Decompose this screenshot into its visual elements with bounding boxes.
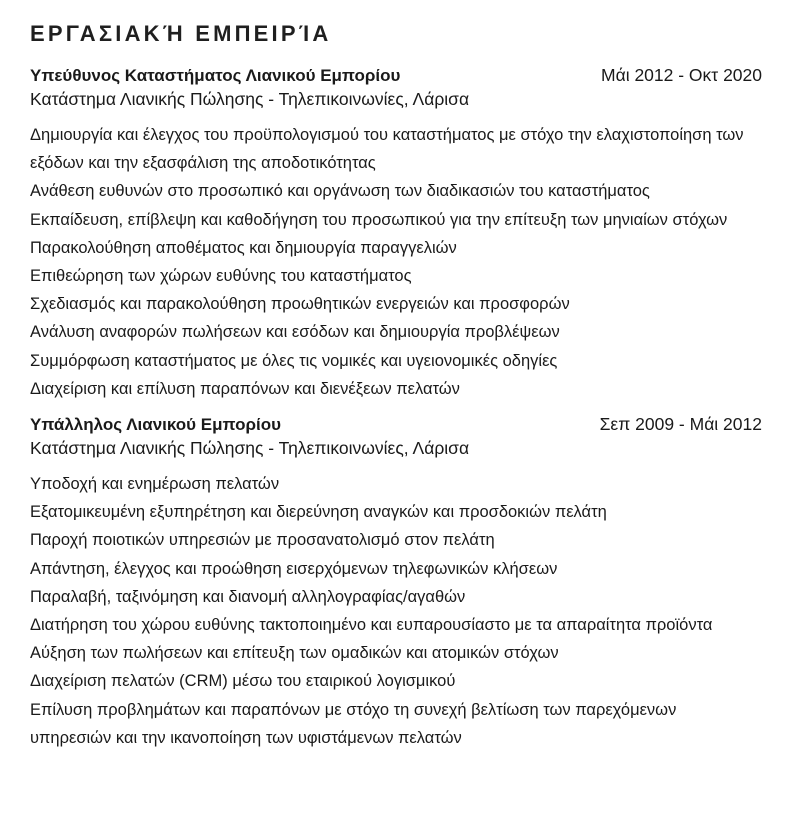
job-title: Υπεύθυνος Καταστήματος Λιανικού Εμπορίου: [30, 66, 401, 85]
duty-item: Ανάλυση αναφορών πωλήσεων και εσόδων και δημιουργία προβλέψεων: [30, 323, 560, 342]
duty-item: Εκπαίδευση, επίβλεψη και καθοδήγηση του προσωπικού για την επίτευξη των μηνιαίων στόχων: [30, 210, 728, 229]
duty-item: Απάντηση, έλεγχος και προώθηση εισερχόμενων τηλεφωνικών κλήσεων: [30, 559, 558, 578]
duty-item: Επιθεώρηση των χώρων ευθύνης του καταστήματος: [30, 267, 412, 286]
duty-item: Διαχείριση πελατών (CRM) μέσω του εταιρικού λογισμικού: [30, 672, 456, 691]
duty-item: Υποδοχή και ενημέρωση πελατών: [30, 475, 280, 494]
duty-item: Παροχή ποιοτικών υπηρεσιών με προσανατολισμό στον πελάτη: [30, 531, 495, 550]
job-header: [30, 413, 764, 436]
job-entry-retail-clerk: [30, 413, 764, 752]
job-company: Κατάστημα Λιανικής Πώλησης - Τηλεπικοινωνίες, Λάρισα: [30, 438, 470, 459]
duties-list: [30, 470, 764, 752]
job-entry-store-manager: [30, 64, 764, 403]
duty-item: Σχεδιασμός και παρακολούθηση προωθητικών ενεργειών και προσφορών: [30, 295, 570, 314]
job-title: Υπάλληλος Λιανικού Εμπορίου: [30, 415, 281, 435]
duty-item: Επίλυση προβλημάτων και παραπόνων με στόχο τη συνεχή βελτίωση των παρεχόμενων υπηρεσιών και την ικανοποίηση των υφιστάμενων πελατών: [30, 700, 677, 747]
duty-item: Διατήρηση του χώρου ευθύνης τακτοποιημένο και ευπαρουσίαστο με τα απαραίτητα προϊόντα: [30, 616, 713, 635]
duty-item: Αύξηση των πωλήσεων και επίτευξη των ομαδικών και ατομικών στόχων: [30, 644, 559, 663]
job-company: Κατάστημα Λιανικής Πώλησης - Τηλεπικοινωνίες, Λάρισα: [30, 89, 470, 109]
job-dates: Μάι 2012 - Οκτ 2020: [601, 65, 762, 85]
duty-item: Εξατομικευμένη εξυπηρέτηση και διερεύνηση αναγκών και προσδοκιών πελάτη: [30, 503, 607, 522]
duty-item: Παρακολούθηση αποθέματος και δημιουργία παραγγελιών: [30, 238, 457, 257]
duty-item: Διαχείριση και επίλυση παραπόνων και διενέξεων πελατών: [30, 379, 460, 398]
duties-list: [30, 121, 764, 403]
duty-item: Παραλαβή, ταξινόμηση και διανομή αλληλογραφίας/αγαθών: [30, 587, 466, 606]
duty-item: Δημιουργία και έλεγχος του προϋπολογισμού του καταστήματος με στόχο την ελαχιστοποίηση των εξόδων και την εξασφάλιση της αποδοτικότητας: [30, 126, 744, 173]
section-title: ΕΡΓΑΣΙΑΚΉ ΕΜΠΕΙΡΊΑ: [30, 21, 332, 46]
job-dates: Σεπ 2009 - Μάι 2012: [599, 414, 762, 435]
job-header: [30, 64, 764, 87]
duty-item: Ανάθεση ευθυνών στο προσωπικό και οργάνωση των διαδικασιών του καταστήματος: [30, 182, 650, 201]
duty-item: Συμμόρφωση καταστήματος με όλες τις νομικές και υγειονομικές οδηγίες: [30, 351, 558, 370]
